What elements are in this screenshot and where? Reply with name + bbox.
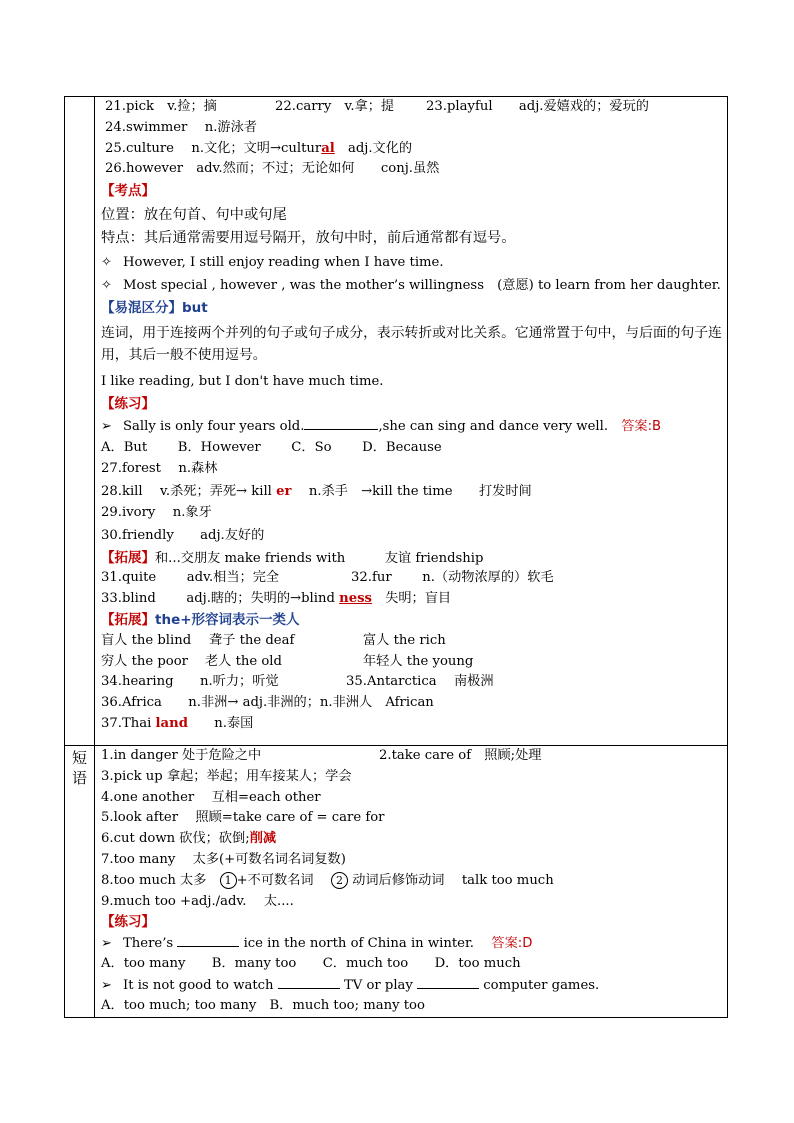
yihun-word: but xyxy=(182,299,208,316)
question-3: ➢ It is not good to watch TV or play computer games. xyxy=(101,975,723,996)
row-phrases xyxy=(65,746,728,1018)
phrase-7: 7.too many 太多(+可数名词名词复数) xyxy=(101,851,346,867)
row1-content xyxy=(95,97,728,746)
vocabulary-table xyxy=(64,96,728,1018)
answer-key: 答案:B xyxy=(621,418,662,434)
kaodian-heading: 【考点】 xyxy=(101,183,155,200)
phrase-4: 4.one another 互相=each other xyxy=(101,789,321,805)
word-line-29: 29.ivory n.象牙 xyxy=(101,505,212,521)
class-of-people-1: 盲人 the blind 聋子 the deaf 富人 the rich xyxy=(101,632,446,648)
but-description: 连词，用于连接两个并列的句子或句子成分，表示转折或对比关系。它通常置于句中，与后面的句子连用，其后一般不使用逗号。 xyxy=(101,325,722,364)
phrase-8: 8.too much 太多 1 +不可数名词 2 动词后修饰动词 talk too much xyxy=(101,872,554,888)
word-line-33: 33.blind adj.瞎的；失明的→blind ness 失明；盲目 xyxy=(101,591,452,607)
circled-number-1-icon: 1 xyxy=(220,872,237,889)
example-however-1: ✧ However, I still enjoy reading when I have time. xyxy=(101,251,723,275)
word-line-30: 30.friendly adj.友好的 xyxy=(101,528,265,544)
word-line-21 xyxy=(101,97,723,118)
answer-key: 答案:D xyxy=(491,936,533,952)
example-however-2: ✧ Most special , however , was the mother’s willingness (意愿) to learn from her daughter. xyxy=(101,274,723,298)
word-line-27: 27.forest n.森林 xyxy=(101,461,218,477)
word-21: 21.pick v.捡；摘 xyxy=(105,99,217,114)
row2-content xyxy=(95,746,728,1018)
suffix-al: al xyxy=(321,140,335,156)
phrase-9: 9.much too +adj./adv. 太.... xyxy=(101,893,294,909)
question-3-options: A．too much; too many B．much too; many too xyxy=(101,997,425,1013)
answer-blank xyxy=(177,933,239,947)
word-line-31-32: 31.quite adv.相当；完全 32.fur n.（动物浓厚的）软毛 xyxy=(101,570,554,586)
feature-note: 特点：其后通常需要用逗号隔开，放句中时，前后通常都有逗号。 xyxy=(101,230,516,247)
class-of-people-2: 穷人 the poor 老人 the old 年轻人 the young xyxy=(101,653,474,669)
word-line-34-35: 34.hearing n.听力；听觉 35.Antarctica 南极洲 xyxy=(101,674,494,690)
question-1-options: A．But B．However C．So D．Because xyxy=(101,440,442,456)
answer-blank xyxy=(417,975,479,989)
word-25-adj: adj.文化的 xyxy=(347,140,413,156)
lianxi-heading-2: 【练习】 xyxy=(101,914,155,931)
word-line-26 xyxy=(101,159,723,180)
but-example: I like reading, but I don't have much time. xyxy=(101,374,384,390)
row1-label-cell xyxy=(65,97,95,746)
word-line-28: 28.kill v.杀死；弄死→ kill er n.杀手 →kill the time 打发时间 xyxy=(101,483,532,499)
arrow-bullet-icon: ➢ xyxy=(101,418,113,434)
word-24: 24.swimmer n.游泳者 xyxy=(105,119,257,135)
suffix-land: land xyxy=(155,716,188,732)
tuozhan-2: 【拓展】the+形容词表示一类人 xyxy=(101,612,300,629)
diamond-bullet-icon: ✧ xyxy=(101,278,113,294)
question-2: ➢ There’s ice in the north of China in winter. 答案:D xyxy=(101,933,723,954)
circled-number-2-icon: 2 xyxy=(331,872,348,889)
phrases-label: 短语 xyxy=(71,749,87,787)
answer-blank xyxy=(304,416,378,430)
word-25: 25.culture n.文化；文明→cultur xyxy=(105,140,322,156)
arrow-bullet-icon: ➢ xyxy=(101,936,113,952)
suffix-er: er xyxy=(276,483,292,499)
row-words xyxy=(65,97,728,746)
diamond-bullet-icon: ✧ xyxy=(101,254,113,270)
phrase-3: 3.pick up 拿起；举起；用车接某人；学会 xyxy=(101,768,352,784)
yihun-heading: 【易混区分】but xyxy=(101,299,208,316)
arrow-bullet-icon: ➢ xyxy=(101,977,113,993)
word-line-24 xyxy=(101,118,723,139)
word-22: 22.carry v.拿；提 xyxy=(275,99,395,114)
row2-label-cell xyxy=(65,746,95,1018)
answer-blank xyxy=(278,975,340,989)
question-2-options: A．too many B．many too C．much too D．too much xyxy=(101,955,521,971)
lianxi-heading-1: 【练习】 xyxy=(101,395,155,412)
tuozhan-1: 【拓展】和...交朋友 make friends with 友谊 friendship xyxy=(101,549,484,566)
word-line-25 xyxy=(101,139,723,160)
phrase-1-2: 1.in danger 处于危险之中 2.take care of 照顾;处理 xyxy=(101,748,542,763)
phrase-5: 5.look after 照顾=take care of = care for xyxy=(101,810,385,826)
word-line-37: 37.Thai land n.泰国 xyxy=(101,716,254,732)
position-note: 位置：放在句首、句中或句尾 xyxy=(101,206,287,223)
word-26: 26.however adv.然而；不过；无论如何 conj.虽然 xyxy=(105,161,440,177)
word-line-36: 36.Africa n.非洲→ adj.非洲的；n.非洲人 African xyxy=(101,695,434,711)
word-23: 23.playful adj.爱嬉戏的；爱玩的 xyxy=(426,99,649,114)
reduce-highlight: 削减 xyxy=(249,831,277,847)
suffix-ness: ness xyxy=(339,591,372,607)
phrase-6: 6.cut down 砍伐；砍倒;削减 xyxy=(101,831,277,847)
question-1: ➢ Sally is only four years old. ,she can sing and dance very well. 答案:B xyxy=(101,415,723,439)
